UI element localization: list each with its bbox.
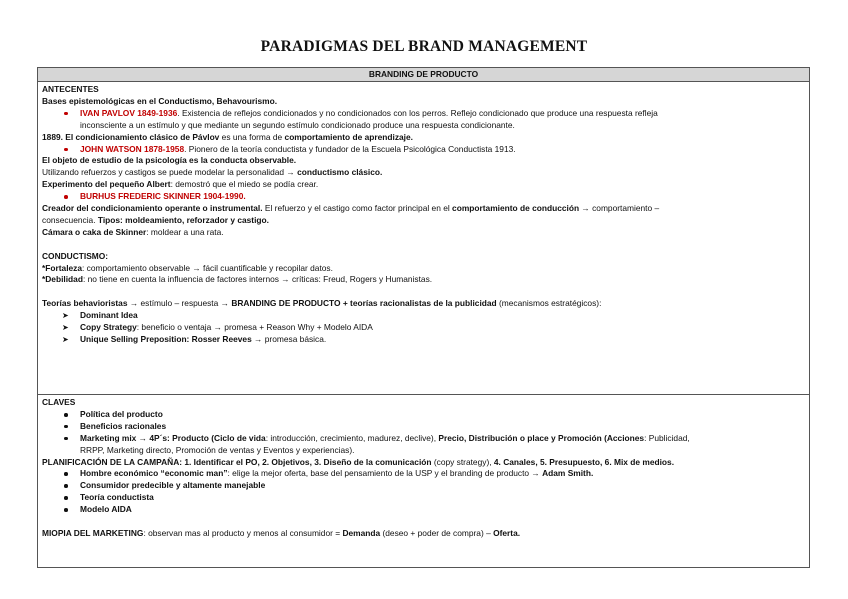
bullet-icon <box>64 508 68 512</box>
list-item: Modelo AIDA <box>42 504 805 516</box>
arrow-item: ➤ Dominant Idea <box>62 310 138 321</box>
pavlov-name: IVAN PAVLOV 1849-1936 <box>80 107 178 118</box>
section-claves <box>38 395 809 540</box>
pavlov-cont: inconsciente a un estímulo y que mediante un segundo estímulo condicionado produce una respuesta condicionante. <box>80 119 515 130</box>
list-item: Beneficios racionales <box>42 421 805 433</box>
claves-heading: CLAVES <box>42 397 76 407</box>
bullet-icon <box>64 484 68 488</box>
content-table <box>37 67 810 568</box>
teorias-line: Teorías behavioristas → estímulo – respuesta → BRANDING DE PRODUCTO + teorías racionalistas de la publicidad (mecanismos estratégicos): <box>42 298 602 309</box>
arrow-bullet-icon: ➤ <box>62 323 69 333</box>
bullet-icon <box>64 112 68 116</box>
albert-line: Experimento del pequeño Albert: demostró que el miedo se podía crear. <box>42 179 319 190</box>
arrow-bullet-icon: ➤ <box>62 335 69 344</box>
consecuencia-line: consecuencia. Tipos: moldeamiento, reforzador y castigo. <box>42 214 269 225</box>
list-item: Consumidor predecible y altamente manejable <box>42 480 805 492</box>
watson-text: . Pionero de la teoría conductista y fundador de la Escuela Psicológica Conductista 1913. <box>184 143 516 154</box>
bullet-icon <box>64 496 68 500</box>
table-header: BRANDING DE PRODUCTO <box>38 68 809 82</box>
bullet-icon <box>64 413 68 417</box>
list-item: Teoría conductista <box>42 492 805 504</box>
objeto-line: El objeto de estudio de la psicología es la conducta observable. <box>42 155 297 166</box>
bullet-icon <box>64 472 68 476</box>
skinner-item <box>42 191 805 203</box>
arrow-bullet-icon: ➤ <box>62 311 69 321</box>
watson-item <box>42 144 805 156</box>
creador-line: Creador del condicionamiento operante o instrumental. El refuerzo y el castigo como factor principal en el comportamiento de conducción → comportamiento – <box>42 203 660 214</box>
bases-line: Bases epistemológicas en el Conductismo, Behavourismo. <box>42 95 278 106</box>
page-title: PARADIGMAS DEL BRAND MANAGEMENT <box>260 38 588 55</box>
conductismo-heading: CONDUCTISMO: <box>42 250 109 261</box>
bullet-icon <box>64 148 68 152</box>
section-antecedentes <box>38 82 809 395</box>
hombre-item: Hombre económico “economic man”: elige la mejor oferta, base del pensamiento de la USP y el branding de producto → Adam Smith. <box>42 468 805 480</box>
bullet-icon <box>64 437 68 441</box>
pavlov-text: . Existencia de reflejos condicionados y no condicionados con los perros. Reflejo condicionado que produce una respuesta refleja <box>177 107 658 118</box>
skinner-name: BURHUS FREDERIC SKINNER 1904-1990. <box>80 191 246 202</box>
line-1889: 1889. El condicionamiento clásico de Pávlov es una forma de comportamiento de aprendizaje. <box>42 131 413 142</box>
arrow-item: ➤ Unique Selling Preposition: Rosser Reeves → promesa básica. <box>62 334 327 344</box>
antecedentes-heading: ANTECENTES <box>42 84 99 94</box>
camara-line: Cámara o caka de Skinner: moldear a una rata. <box>42 226 224 237</box>
list-item: Política del producto <box>42 409 805 421</box>
watson-name: JOHN WATSON 1878-1958 <box>80 143 185 154</box>
marketing-item: Marketing mix → 4P´s: Producto (Ciclo de vida: introducción, crecimiento, madurez, declive), Precio, Distribución o place y Promoción (Acciones: Publicidad, RRPP, Marketing directo, Promoción de ventas y Eventos y experiencias). <box>42 433 805 457</box>
fortaleza-line: *Fortaleza: comportamiento observable → fácil cuantificable y recopilar datos. <box>42 262 333 273</box>
arrow-item: ➤ Copy Strategy: beneficio o ventaja → promesa + Reason Why + Modelo AIDA <box>62 322 373 333</box>
refuerzos-line: Utilizando refuerzos y castigos se puede modelar la personalidad → conductismo clásico. <box>42 167 383 178</box>
debilidad-line: *Debilidad: no tiene en cuenta la influencia de factores internos → críticas: Freud, Rogers y Humanistas. <box>42 274 433 285</box>
miopia-line: MIOPIA DEL MARKETING: observan mas al producto y menos al consumidor = Demanda (deseo + poder de compra) – Oferta. <box>42 527 521 538</box>
planificacion-line: PLANIFICACIÓN DE LA CAMPAÑA: 1. Identificar el PO, 2. Objetivos, 3. Diseño de la comunicación (copy strategy), 4. Canales, 5. Presupuesto, 6. Mix de medios. <box>42 456 675 467</box>
bullet-icon <box>64 425 68 429</box>
bullet-icon <box>64 195 68 199</box>
pavlov-item <box>42 108 805 132</box>
